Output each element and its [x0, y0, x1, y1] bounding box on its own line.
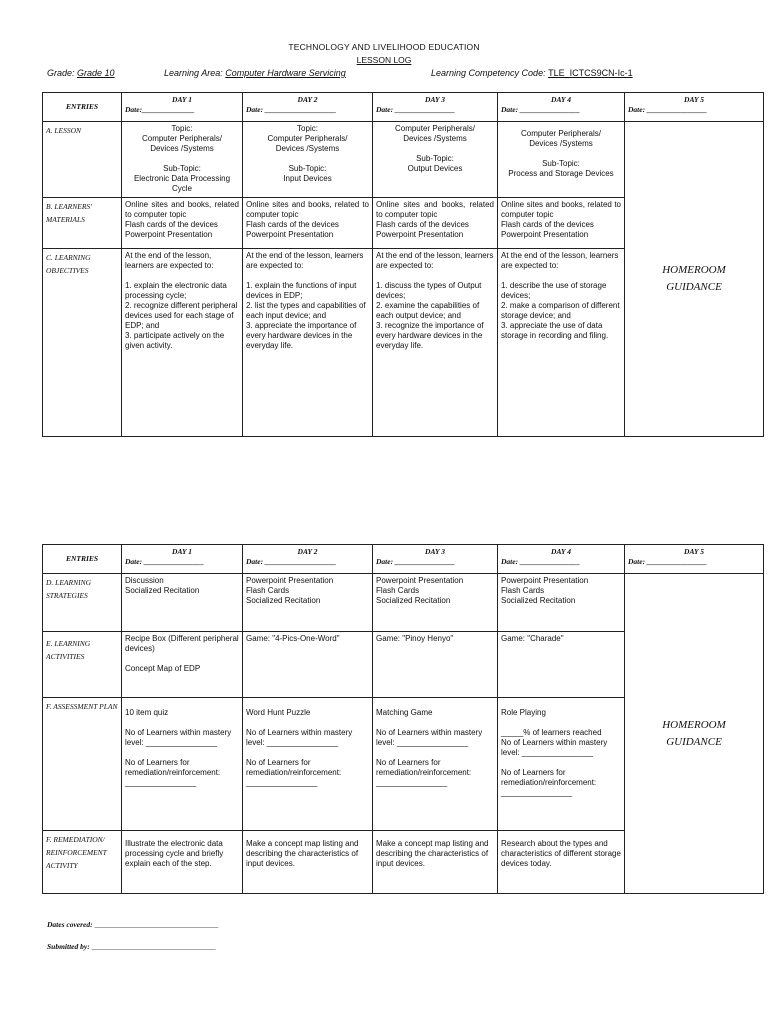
day-1-header: DAY 1 Date:______________: [122, 93, 243, 122]
day-1-header: DAY 1 Date: ________________: [122, 545, 243, 574]
materials-cell-day-1: Online sites and books, related to computer topic Flash cards of the devices Powerpoint Presentation: [122, 198, 243, 249]
lesson-cell-day-4: Computer Peripherals/ Devices /Systems Sub-Topic: Process and Storage Devices: [498, 122, 625, 198]
dates-covered-label: Dates covered:: [47, 920, 93, 929]
day-2-header: DAY 2 Date: ___________________: [243, 545, 373, 574]
table-header-row: [43, 545, 764, 574]
objectives-cell-day-4: At the end of the lesson, learners are expected to: 1. describe the use of storage devices; 2. make a comparison of different storage device; and 3. appreciate the use of data storage in recording and filing.: [498, 249, 625, 437]
day-1-date-field: Date: ________________: [125, 557, 204, 566]
row-label-learning-activities: E. LEARNING ACTIVITIES: [43, 632, 122, 698]
day-4-date-field: Date: ________________: [501, 105, 580, 114]
remediation-cell-day-4: Research about the types and characteristics of different storage devices today.: [498, 831, 625, 894]
row-label-learning-strategies: D. LEARNING STRATEGIES: [43, 574, 122, 632]
activities-cell-day-2: Game: "4-Pics-One-Word": [243, 632, 373, 698]
day-4-header: DAY 4 Date: ________________: [498, 93, 625, 122]
day-3-date-field: Date: ________________: [376, 557, 455, 566]
day-3-header: DAY 3 Date: ________________: [373, 545, 498, 574]
strategies-cell-day-1: Discussion Socialized Recitation: [122, 574, 243, 632]
competency-label: Learning Competency Code:: [431, 68, 546, 78]
row-label-lesson: A. LESSON: [43, 122, 122, 198]
row-label-learners-materials: B. LEARNERS' MATERIALS: [43, 198, 122, 249]
day-3-header: DAY 3 Date: ________________: [373, 93, 498, 122]
day-4-date-field: Date: ________________: [501, 557, 580, 566]
learning-area-value: Computer Hardware Servicing: [225, 68, 346, 78]
remediation-cell-day-1: Illustrate the electronic data processing cycle and briefly explain each of the step.: [122, 831, 243, 894]
activities-cell-day-3: Game: "Pinoy Henyo": [373, 632, 498, 698]
submitted-by-field: _________________________________: [91, 942, 216, 951]
objectives-cell-day-3: At the end of the lesson, learners are expected to: 1. discuss the types of Output devices; 2. examine the capabilities of each output device; and 3. recognize the importance of every hardware devices in the everyday life.: [373, 249, 498, 437]
grade-label: Grade:: [47, 68, 75, 78]
row-label-assessment-plan: F. ASSESSMENT PLAN: [43, 698, 122, 831]
learning-area-label: Learning Area:: [164, 68, 223, 78]
day-5-date-field: Date: ________________: [628, 105, 707, 114]
activities-cell-day-4: Game: "Charade": [498, 632, 625, 698]
objectives-cell-day-1: At the end of the lesson, learners are expected to: 1. explain the electronic data processing cycle; 2. recognize different peripheral devices used for each stage of EDP; and 3. participate actively on the given activity.: [122, 249, 243, 437]
materials-cell-day-2: Online sites and books, related to computer topic Flash cards of the devices Powerpoint Presentation: [243, 198, 373, 249]
day-2-date-field: Date: ___________________: [246, 105, 337, 114]
row-label-learning-objectives: C. LEARNING OBJECTIVES: [43, 249, 122, 437]
strategies-cell-day-3: Powerpoint Presentation Flash Cards Socialized Recitation: [373, 574, 498, 632]
homeroom-guidance: HOMEROOM GUIDANCE: [625, 122, 764, 437]
lesson-log-table-2: [42, 544, 764, 894]
table-header-row: [43, 93, 764, 122]
assessment-cell-day-1: 10 item quiz No of Learners within mastery level: ________________ No of Learners for remediation/reinforcement: ________________: [122, 698, 243, 831]
entries-header: ENTRIES: [43, 545, 122, 574]
day-5-header: DAY 5 Date: ________________: [625, 545, 764, 574]
document-title: TECHNOLOGY AND LIVELIHOOD EDUCATION: [288, 42, 480, 52]
homeroom-guidance: HOMEROOM GUIDANCE: [625, 574, 764, 894]
submitted-by-label: Submitted by:: [47, 942, 90, 951]
table-row: [43, 122, 764, 198]
competency-info: [431, 68, 633, 78]
strategies-cell-day-4: Powerpoint Presentation Flash Cards Socialized Recitation: [498, 574, 625, 632]
lesson-log-table-1: [42, 92, 764, 437]
materials-cell-day-3: Online sites and books, related to computer topic Flash cards of the devices Powerpoint Presentation: [373, 198, 498, 249]
lesson-cell-day-1: Topic: Computer Peripherals/ Devices /Systems Sub-Topic: Electronic Data Processing Cycle: [122, 122, 243, 198]
day-4-header: DAY 4 Date: ________________: [498, 545, 625, 574]
grade-info: [47, 68, 115, 78]
materials-cell-day-4: Online sites and books, related to computer topic Flash cards of the devices Powerpoint Presentation: [498, 198, 625, 249]
entries-header: ENTRIES: [43, 93, 122, 122]
strategies-cell-day-2: Powerpoint Presentation Flash Cards Socialized Recitation: [243, 574, 373, 632]
lesson-cell-day-3: Computer Peripherals/ Devices /Systems Sub-Topic: Output Devices: [373, 122, 498, 198]
objectives-cell-day-2: At the end of the lesson, learners are expected to: 1. explain the functions of input devices in EDP; 2. list the types and capabilities of each input device; and 3. appreciate the importance of every hardware devices in the everyday life.: [243, 249, 373, 437]
remediation-cell-day-3: Make a concept map listing and describing the characteristics of input devices.: [373, 831, 498, 894]
day-3-date-field: Date: ________________: [376, 105, 455, 114]
document-subtitle: LESSON LOG: [356, 55, 412, 65]
table-row: [43, 574, 764, 632]
day-1-date-field: Date:______________: [125, 105, 195, 114]
activities-cell-day-1: Recipe Box (Different peripheral devices) Concept Map of EDP: [122, 632, 243, 698]
dates-covered-field: _________________________________: [94, 920, 219, 929]
dates-covered-line: [47, 920, 218, 929]
learning-area-info: [164, 68, 346, 78]
assessment-cell-day-4: Role Playing _____% of learners reached No of Learners within mastery level: ________________ No of Learners for remediation/reinforcement: ________________: [498, 698, 625, 831]
row-label-remediation: F. REMEDIATION/ REINFORCEMENT ACTIVITY: [43, 831, 122, 894]
day-2-date-field: Date: ___________________: [246, 557, 337, 566]
assessment-cell-day-3: Matching Game No of Learners within mastery level: ________________ No of Learners for remediation/reinforcement: ________________: [373, 698, 498, 831]
competency-value: TLE_ICTCS9CN-Ic-1: [548, 68, 633, 78]
day-5-header: DAY 5 Date: ________________: [625, 93, 764, 122]
day-5-date-field: Date: ________________: [628, 557, 707, 566]
day-2-header: DAY 2 Date: ___________________: [243, 93, 373, 122]
lesson-cell-day-2: Topic: Computer Peripherals/ Devices /Systems Sub-Topic: Input Devices: [243, 122, 373, 198]
remediation-cell-day-2: Make a concept map listing and describing the characteristics of input devices.: [243, 831, 373, 894]
grade-value: Grade 10: [77, 68, 115, 78]
submitted-by-line: [47, 942, 215, 951]
assessment-cell-day-2: Word Hunt Puzzle No of Learners within mastery level: ________________ No of Learners for remediation/reinforcement: ________________: [243, 698, 373, 831]
